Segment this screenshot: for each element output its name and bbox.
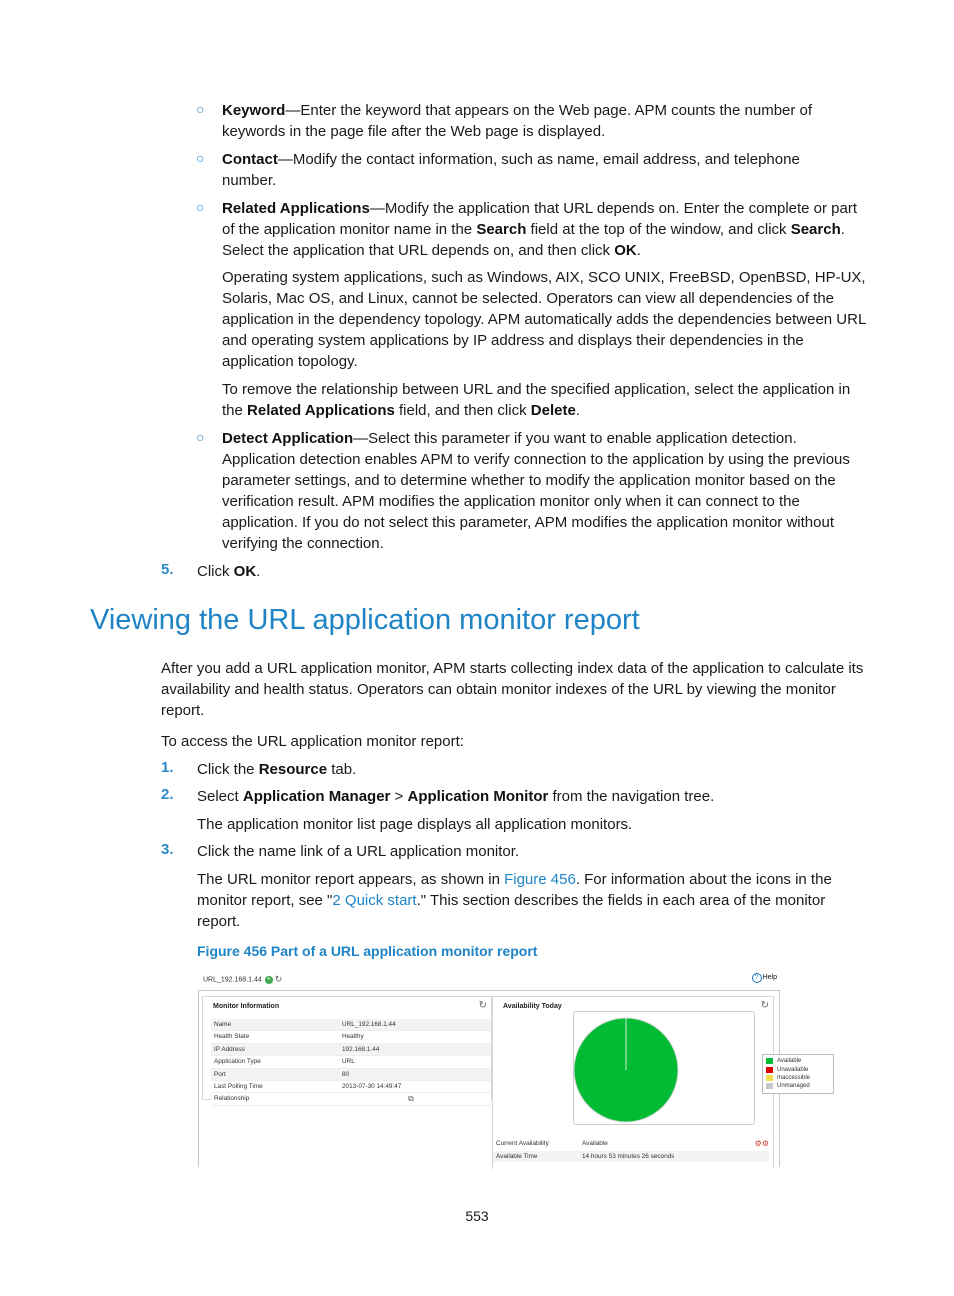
contact-text: —Modify the contact information, such as name, email address, and telephone number.: [222, 151, 800, 189]
info-row: [211, 1031, 491, 1043]
bullet-icon: ○: [196, 101, 205, 117]
info-value: 80: [342, 1070, 350, 1078]
info-row: [211, 1019, 491, 1031]
figure-link[interactable]: Figure 456: [504, 871, 576, 888]
related-text: —Modify the application that URL depends on. Enter the complete or part of the application monitor name in the: [222, 200, 858, 238]
legend-label: Unavailable: [777, 1066, 809, 1073]
step-2-result: The application monitor list page displays all application monitors.: [197, 816, 633, 833]
available-time-value: 14 hours 53 minutes 26 seconds: [582, 1153, 675, 1160]
detect-term: Detect Application: [222, 430, 354, 447]
info-key: Last Polling Time: [214, 1082, 263, 1090]
report-title: URL_192.168.1.44: [203, 976, 262, 984]
keyword-item: [222, 100, 870, 142]
info-key: Port: [214, 1070, 226, 1078]
step-1: [197, 759, 356, 780]
ok-label: OK: [233, 563, 257, 580]
detect-text: —Select this parameter if you want to enable application detection. Application detection enables APM to verify connection to the application by using the previous parameter settings, and to determine whether to modify the application monitor based on the verification result. APM modifies the application monitor only when it can connect to the application. If you do not select this parameter, APM modifies the application monitor without verifying the connection.: [222, 430, 850, 552]
step-text: .: [256, 563, 261, 580]
bullet-icon: ○: [196, 150, 205, 166]
refresh-icon[interactable]: ↻: [760, 1000, 769, 1011]
legend-item: [766, 1065, 830, 1073]
contact-item: [222, 149, 832, 191]
step-number: 1.: [161, 759, 174, 776]
legend-item: [766, 1057, 830, 1065]
page-number: 553: [465, 1208, 489, 1224]
ok-label: OK: [614, 242, 637, 259]
step-2: [197, 786, 714, 807]
search-field-label: Search: [476, 221, 527, 238]
step-3-result: [197, 869, 869, 932]
remove-text: .: [575, 402, 580, 419]
info-row: [211, 1081, 491, 1093]
figure-caption: Figure 456 Part of a URL application monitor report: [197, 943, 538, 959]
info-row: [211, 1069, 491, 1081]
access-paragraph: To access the URL application monitor report:: [161, 733, 464, 750]
step-text: Click the: [197, 761, 259, 778]
refresh-icon[interactable]: ↻: [478, 1000, 487, 1011]
info-key: IP Address: [214, 1045, 245, 1053]
relationship-value: [342, 1093, 491, 1104]
monitor-info-title: Monitor Information: [213, 1003, 280, 1010]
legend-item: [766, 1082, 830, 1090]
keyword-text: —Enter the keyword that appears on the Web page. APM counts the number of keywords in the page file after the Web page is displayed.: [222, 102, 813, 140]
search-button-label: Search: [790, 221, 841, 238]
delete-label: Delete: [530, 402, 576, 419]
info-value: Healthy: [342, 1033, 364, 1041]
keyword-term: Keyword: [222, 102, 286, 119]
step-text: Select: [197, 788, 243, 805]
add-icon[interactable]: +: [266, 975, 271, 983]
detect-item: [222, 428, 870, 554]
related-text: . Select the application that URL depends on, and then click: [222, 221, 845, 259]
relationship-icon[interactable]: ⧉: [408, 1094, 414, 1104]
monitor-info-panel: [202, 996, 492, 1104]
monitor-report-screenshot: [197, 968, 811, 1168]
legend-item: [766, 1074, 830, 1082]
available-time-label: Available Time: [496, 1153, 538, 1160]
related-text: field at the top of the window, and click: [526, 221, 791, 238]
related-item: [222, 198, 870, 261]
info-row: [211, 1056, 491, 1068]
current-availability-label: Current Availability: [496, 1140, 549, 1147]
step-text: >: [390, 788, 408, 805]
current-availability-row: [493, 1138, 769, 1149]
app-monitor-label: Application Monitor: [407, 788, 549, 805]
step-number: 3.: [161, 841, 174, 858]
info-value: 192.168.1.44: [342, 1045, 380, 1053]
legend-swatch: [766, 1058, 773, 1064]
bullet-icon: ○: [196, 429, 205, 445]
app-manager-label: Application Manager: [242, 788, 391, 805]
related-text: .: [636, 242, 641, 259]
info-row: [211, 1044, 491, 1056]
info-key: Name: [214, 1021, 232, 1028]
legend-label: Available: [777, 1058, 802, 1065]
step-5: [197, 561, 260, 582]
info-value: 2013-07-30 14:49:47: [342, 1082, 402, 1090]
quick-start-link[interactable]: 2 Quick start: [332, 892, 417, 909]
help-label: Help: [762, 974, 777, 981]
section-heading: Viewing the URL application monitor report: [90, 604, 640, 636]
info-row: [211, 1093, 491, 1105]
contact-term: Contact: [222, 151, 278, 168]
availability-chart: [573, 1011, 811, 1125]
info-key: Relationship: [214, 1095, 250, 1103]
alarm-icon[interactable]: ⚙⚙: [754, 1139, 769, 1148]
step-text: . For information about the icons in the monitor report, see ": [197, 871, 832, 909]
remove-text: field, and then click: [394, 402, 531, 419]
report-title-bar: [203, 974, 282, 985]
legend-swatch: [766, 1075, 773, 1081]
related-para-remove: [222, 379, 870, 421]
step-text: ." This section describes the fields in each area of the monitor report.: [197, 892, 826, 930]
report-frame: [198, 990, 811, 1167]
info-value: URL: [342, 1058, 355, 1066]
availability-title: Availability Today: [503, 1003, 562, 1010]
legend-swatch: [766, 1067, 773, 1073]
step-text: from the navigation tree.: [548, 788, 715, 805]
related-term: Related Applications: [222, 200, 370, 217]
legend-label: Inaccessible: [777, 1074, 811, 1081]
legend-label: Unmanaged: [777, 1083, 810, 1090]
info-value: URL_192.168.1.44: [342, 1021, 396, 1028]
bullet-icon: ○: [196, 199, 205, 215]
step-3: Click the name link of a URL application monitor.: [197, 843, 520, 860]
intro-paragraph: After you add a URL application monitor, APM starts collecting index data of the application to calculate its availability and health status. Operators can obtain monitor indexes of the URL by viewing the monitor report.: [161, 660, 864, 719]
legend-swatch: [766, 1083, 773, 1089]
step-text: The URL monitor report appears, as shown in: [197, 871, 505, 888]
available-time-row: [493, 1151, 769, 1162]
remove-text: To remove the relationship between URL and the specified application, select the application in the: [222, 381, 851, 419]
related-field-label: Related Applications: [247, 402, 395, 419]
info-key: Application Type: [214, 1058, 261, 1066]
step-number: 2.: [161, 786, 174, 803]
resource-tab-label: Resource: [258, 761, 328, 778]
info-key: Health State: [214, 1033, 250, 1041]
chart-legend: [762, 1054, 834, 1094]
monitor-info-rows: [211, 1019, 491, 1106]
help-icon: ?: [752, 973, 762, 983]
step-text: tab.: [327, 761, 357, 778]
availability-panel: [492, 996, 811, 1169]
related-para-os: Operating system applications, such as Windows, AIX, SCO UNIX, FreeBSD, OpenBSD, HP-UX, Solaris, Mac OS, and Linux, cannot be selected. Operators can view all dependencies of the application in the dependency topology. APM automatically adds the dependencies between URL and operating system applications by IP address and displays their dependencies in the application topology.: [222, 269, 866, 370]
step-number: 5.: [161, 561, 174, 578]
pie-chart: [574, 1012, 754, 1124]
help-link[interactable]: [752, 973, 777, 983]
step-text: Click: [197, 563, 234, 580]
refresh-icon[interactable]: ↻: [274, 974, 283, 984]
current-availability-value: Available: [582, 1140, 608, 1147]
